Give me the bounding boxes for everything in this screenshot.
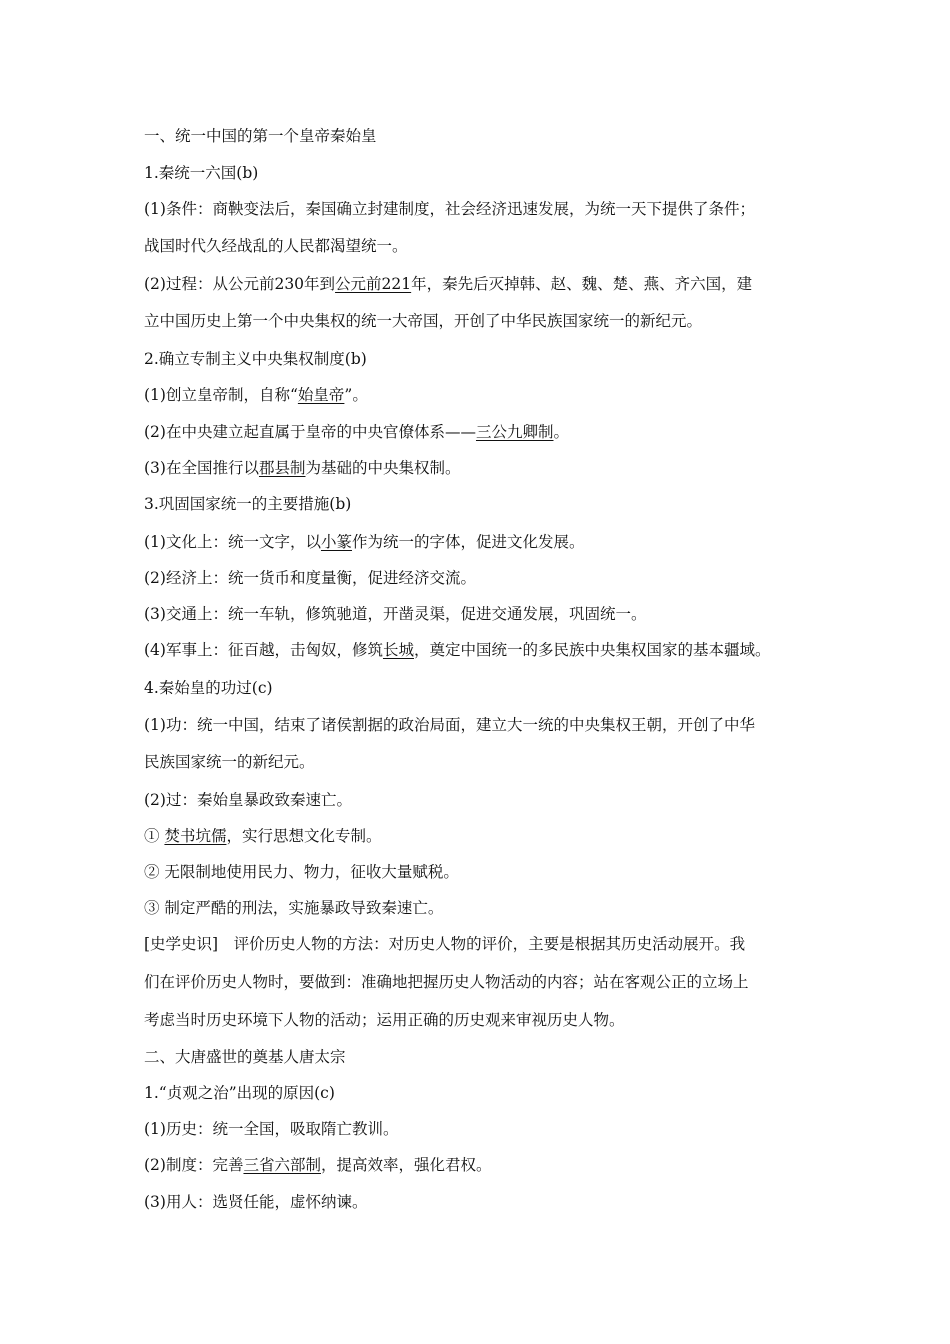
- text-line: [144, 1192, 814, 1212]
- text-line: [144, 640, 814, 660]
- text-segment: 1.“贞观之治”出现的原因(c): [144, 1084, 335, 1102]
- text-segment: 3.巩固国家统一的主要措施(b): [144, 495, 352, 513]
- text-line: [144, 236, 814, 256]
- text-line: [144, 934, 814, 954]
- text-segment: 民族国家统一的新纪元。: [144, 753, 315, 771]
- text-segment: (2)制度：完善: [144, 1156, 244, 1174]
- text-line: [144, 311, 814, 331]
- text-line: [144, 163, 814, 183]
- text-segment: (3)交通上：统一车轨，修筑驰道，开凿灵渠，促进交通发展，巩固统一。: [144, 605, 647, 623]
- text-line: [144, 752, 814, 772]
- text-segment: 2.确立专制主义中央集权制度(b): [144, 350, 367, 368]
- text-segment: (3)在全国推行以: [144, 459, 259, 477]
- text-segment: (2)经济上：统一货币和度量衡，促进经济交流。: [144, 569, 476, 587]
- text-line: [144, 385, 814, 405]
- underlined-keyword: 三公九卿制: [475, 423, 554, 441]
- text-segment: (4)军事上：征百越，击匈奴，修筑: [144, 641, 383, 659]
- text-line: [144, 898, 814, 918]
- text-segment: 们在评价历史人物时，要做到：准确地把握历史人物活动的内容；站在客观公正的立场上: [144, 973, 749, 991]
- text-segment: ② 无限制地使用民力、物力，征收大量赋税。: [144, 863, 459, 881]
- text-line: [144, 1047, 814, 1067]
- text-segment: (1)功：统一中国，结束了诸侯割据的政治局面，建立大一统的中央集权王朝，开创了中华: [144, 716, 755, 734]
- text-line: [144, 422, 814, 442]
- underlined-keyword: 始皇帝: [297, 386, 345, 404]
- text-segment: ①: [144, 827, 165, 845]
- text-segment: 立中国历史上第一个中央集权的统一大帝国，开创了中华民族国家统一的新纪元。: [144, 312, 703, 330]
- text-line: [144, 126, 814, 146]
- text-line: [144, 1155, 814, 1175]
- text-line: [144, 1119, 814, 1139]
- text-segment: (1)文化上：统一文字，以: [144, 533, 321, 551]
- text-segment: (1)创立皇帝制，自称“: [144, 386, 298, 404]
- text-segment: (3)用人：选贤任能，虚怀纳谏。: [144, 1193, 368, 1211]
- text-segment: 。: [553, 423, 569, 441]
- text-line: [144, 1010, 814, 1030]
- text-segment: (2)在中央建立起直属于皇帝的中央官僚体系——: [144, 423, 476, 441]
- underlined-keyword: 公元前221: [335, 275, 412, 293]
- text-segment: 考虑当时历史环境下人物的活动；运用正确的历史观来审视历史人物。: [144, 1011, 625, 1029]
- text-line: [144, 349, 814, 369]
- text-segment: 为基础的中央集权制。: [305, 459, 461, 477]
- underlined-keyword: 小篆: [320, 533, 352, 551]
- text-segment: [史学史识] 评价历史人物的方法：对历史人物的评价，主要是根据其历史活动展开。我: [144, 935, 746, 953]
- underlined-keyword: 三省六部制: [243, 1156, 321, 1174]
- text-line: [144, 1083, 814, 1103]
- text-line: [144, 972, 814, 992]
- underlined-keyword: 郡县制: [258, 459, 306, 477]
- text-line: [144, 274, 814, 294]
- text-line: [144, 790, 814, 810]
- text-segment: ”。: [344, 386, 368, 404]
- text-segment: (1)历史：统一全国，吸取隋亡教训。: [144, 1120, 399, 1138]
- text-line: [144, 715, 814, 735]
- text-segment: (2)过程：从公元前230年到: [144, 275, 336, 293]
- text-line: [144, 678, 814, 698]
- text-line: [144, 604, 814, 624]
- text-segment: 年，秦先后灭掉韩、赵、魏、楚、燕、齐六国，建: [411, 275, 753, 293]
- text-line: [144, 862, 814, 882]
- text-segment: 二、大唐盛世的奠基人唐太宗: [144, 1048, 346, 1066]
- text-segment: ，提高效率，强化君权。: [320, 1156, 492, 1174]
- text-segment: 1.秦统一六国(b): [144, 164, 259, 182]
- text-segment: 作为统一的字体，促进文化发展。: [351, 533, 585, 551]
- underlined-keyword: 长城: [382, 641, 414, 659]
- text-line: [144, 199, 814, 219]
- text-segment: ，实行思想文化专制。: [226, 827, 382, 845]
- text-line: [144, 532, 814, 552]
- text-segment: (2)过：秦始皇暴政致秦速亡。: [144, 791, 352, 809]
- text-line: [144, 568, 814, 588]
- text-segment: (1)条件：商鞅变法后，秦国确立封建制度，社会经济迅速发展，为统一天下提供了条件；: [144, 200, 755, 218]
- text-line: [144, 826, 814, 846]
- text-segment: ③ 制定严酷的刑法，实施暴政导致秦速亡。: [144, 899, 444, 917]
- text-segment: ，奠定中国统一的多民族中央集权国家的基本疆域。: [413, 641, 771, 659]
- text-segment: 战国时代久经战乱的人民都渴望统一。: [144, 237, 408, 255]
- text-line: [144, 458, 814, 478]
- text-line: [144, 494, 814, 514]
- text-segment: 4.秦始皇的功过(c): [144, 679, 273, 697]
- underlined-keyword: 焚书坑儒: [164, 827, 227, 845]
- text-segment: 一、统一中国的第一个皇帝秦始皇: [144, 127, 377, 145]
